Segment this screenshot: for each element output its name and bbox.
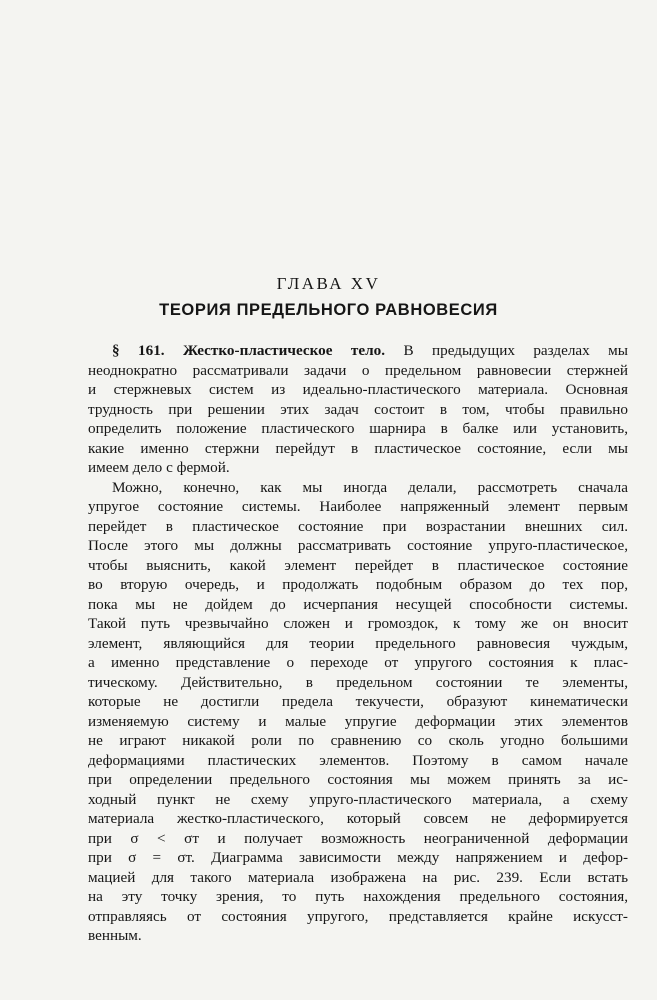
text-line: деформациями пластических элементов. Поэтому в самом начале	[88, 751, 628, 769]
text-line: элемент, являющийся для теории предельного равновесия чуждым,	[88, 634, 628, 652]
section-first-line-text: В предыдущих разделах мы	[385, 342, 628, 359]
text-line: которые не достигли предела текучести, образуют кинематически	[88, 693, 628, 710]
text-line: изменяемую систему и малые упругие деформации этих элементов	[88, 712, 628, 730]
text-line: а именно представление о переходе от упругого состояния к плас-	[88, 654, 628, 671]
text-line: и стержневых систем из идеально-пластического материала. Основная	[88, 381, 628, 398]
chapter-label: ГЛАВА XV	[276, 274, 381, 293]
text-line: мацией для такого материала изображена на рис. 239. Если встать	[88, 868, 628, 886]
text-line: имеем дело с фермой.	[88, 459, 230, 476]
text-line: тическому. Действительно, в предельном состоянии те элементы,	[88, 673, 628, 691]
text-line: материала жестко-пластического, который совсем не деформируется	[88, 810, 628, 827]
text-line: После этого мы должны рассматривать состояние упруго-пластическое,	[88, 537, 628, 554]
text-line: ходный пункт не схему упруго-пластического материала, а схему	[88, 790, 628, 808]
text-line: перейдет в пластическое состояние при возрастании внешних сил.	[88, 517, 628, 535]
section-heading: § 161. Жестко-пластическое тело.	[112, 342, 386, 359]
text-line: трудность при решении этих задач состоит в том, чтобы правильно	[88, 400, 628, 418]
text-line: отправляясь от состояния упругого, представляется крайне искусст-	[88, 907, 628, 925]
text-line: упругое состояние системы. Наиболее напряженный элемент первым	[88, 498, 628, 515]
text-line: на эту точку зрения, то путь нахождения предельного состояния,	[88, 888, 628, 905]
text-line: Такой путь чрезвычайно сложен и громоздок, к тому же он вносит	[88, 615, 628, 632]
text-line: венным.	[88, 927, 142, 944]
text-line: пока мы не дойдем до исчерпания несущей способности системы.	[88, 595, 628, 613]
text-line: во вторую очередь, и продолжать подобным образом до тех пор,	[88, 576, 628, 593]
section-first-line	[88, 341, 628, 361]
text-line: не играют никакой роли по сравнению со сколь угодно большими	[88, 732, 628, 749]
text-line: неоднократно рассматривали задачи о предельном равновесии стержней	[88, 361, 628, 379]
text-line: какие именно стержни перейдут в пластическое состояние, если мы	[88, 439, 628, 457]
text-line: при определении предельного состояния мы можем принять за ис-	[88, 771, 628, 788]
text-line: при σ < σт и получает возможность неограниченной деформации	[88, 829, 628, 847]
chapter-title: ТЕОРИЯ ПРЕДЕЛЬНОГО РАВНОВЕСИЯ	[159, 301, 498, 319]
body-text	[88, 341, 628, 946]
text-line: чтобы выяснить, какой элемент перейдет в пластическое состояние	[88, 556, 628, 574]
text-line: Можно, конечно, как мы иногда делали, рассмотреть сначала	[112, 478, 628, 496]
text-line: определить положение пластического шарнира в балке или установить,	[88, 420, 628, 437]
text-line: при σ = σт. Диаграмма зависимости между напряжением и дефор-	[88, 849, 628, 866]
